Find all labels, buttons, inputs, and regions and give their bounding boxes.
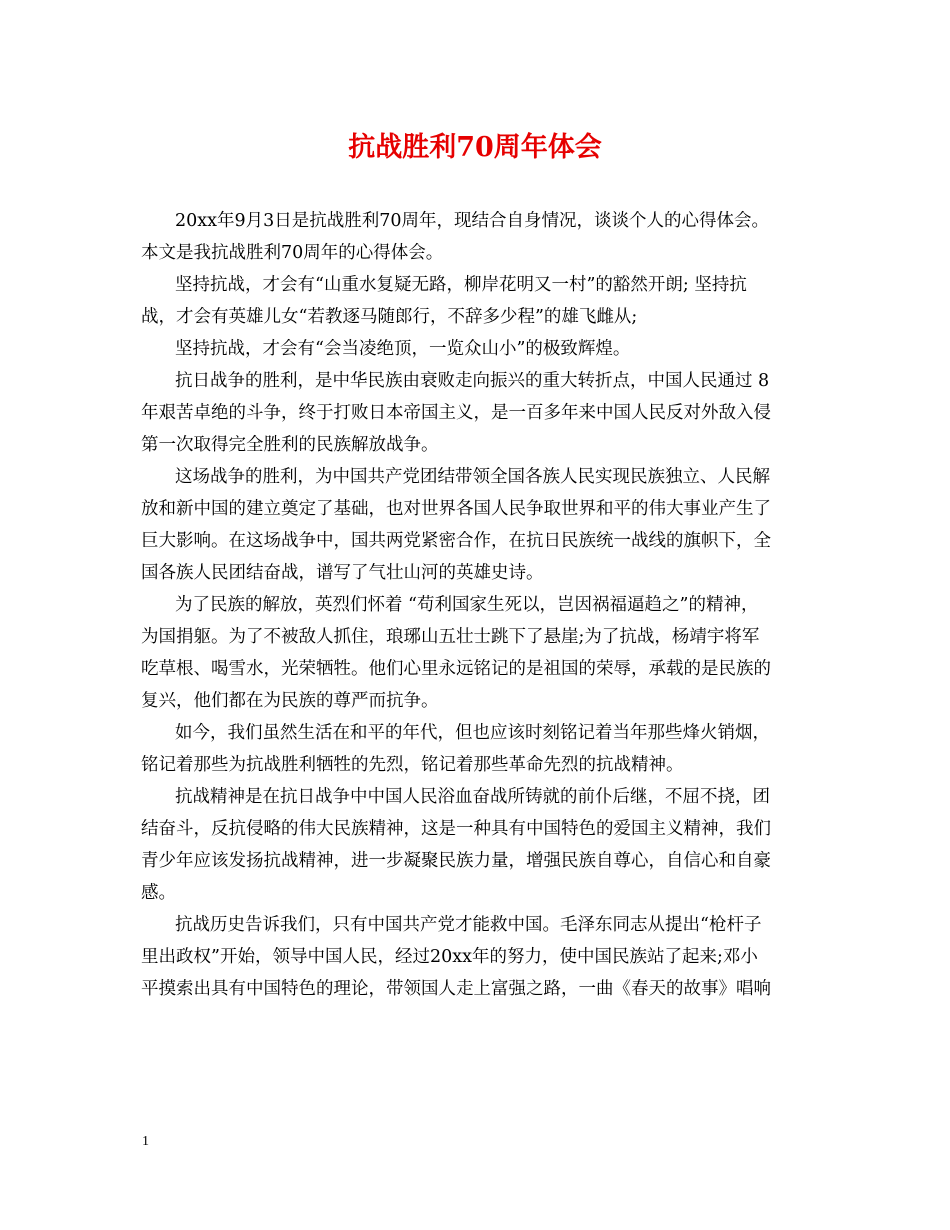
paragraph-line: 平摸索出具有中国特色的理论，带领国人走上富强之路，一曲《春天的故事》唱响 bbox=[141, 979, 771, 999]
paragraph-line: 巨大影响。在这场战争中，国共两党紧密合作，在抗日民族统一战线的旗帜下，全 bbox=[141, 531, 771, 551]
paragraph-line: 年艰苦卓绝的斗争，终于打败日本帝国主义，是一百多年来中国人民反对外敌入侵 bbox=[141, 403, 771, 423]
paragraph-line: 结奋斗，反抗侵略的伟大民族精神，这是一种具有中国特色的爱国主义精神，我们 bbox=[141, 819, 771, 839]
paragraph-line: 国各族人民团结奋战，谱写了气壮山河的英雄史诗。 bbox=[141, 563, 544, 583]
paragraph-line: 坚持抗战，才会有“会当凌绝顶，一览众山小”的极致辉煌。 bbox=[175, 339, 631, 359]
paragraph-line: 铭记着那些为抗战胜利牺牲的先烈，铭记着那些革命先烈的抗战精神。 bbox=[141, 755, 684, 775]
document-title: 抗战胜利70周年体会 bbox=[348, 132, 602, 163]
paragraph-line: 本文是我抗战胜利70周年的心得体会。 bbox=[141, 243, 444, 263]
paragraph-line: 抗战历史告诉我们，只有中国共产党才能救中国。毛泽东同志从提出“枪杆子 bbox=[175, 915, 762, 935]
paragraph-line: 青少年应该发扬抗战精神，进一步凝聚民族力量，增强民族自尊心，自信心和自豪 bbox=[141, 851, 771, 871]
paragraph-line: 抗日战争的胜利，是中华民族由衰败走向振兴的重大转折点，中国人民通过 8 bbox=[175, 371, 770, 391]
paragraph-line: 吃草根、喝雪水，光荣牺牲。他们心里永远铭记的是祖国的荣辱，承载的是民族的 bbox=[141, 659, 771, 679]
paragraph-line: 放和新中国的建立奠定了基础，也对世界各国人民争取世界和平的伟大事业产生了 bbox=[141, 499, 771, 519]
paragraph-line: 为了民族的解放，英烈们怀着 “苟利国家生死以，岂因祸福逼趋之”的精神， bbox=[175, 595, 759, 615]
paragraph-line: 感。 bbox=[141, 883, 176, 903]
paragraph-line: 复兴，他们都在为民族的尊严而抗争。 bbox=[141, 691, 439, 711]
paragraph-line: 为国捐躯。为了不被敌人抓住，琅琊山五壮士跳下了悬崖;为了抗战，杨靖宇将军 bbox=[141, 627, 760, 647]
paragraph-line: 如今，我们虽然生活在和平的年代，但也应该时刻铭记着当年那些烽火销烟， bbox=[175, 723, 770, 743]
document-body bbox=[141, 205, 813, 1005]
paragraph-line: 坚持抗战，才会有“山重水复疑无路，柳岸花明又一村”的豁然开朗; 坚持抗 bbox=[175, 275, 747, 295]
paragraph-line: 20xx年9月3日是抗战胜利70周年，现结合自身情况，谈谈个人的心得体会。 bbox=[175, 211, 770, 231]
page-number: 1 bbox=[142, 1134, 149, 1149]
paragraph-line: 里出政权”开始，领导中国人民，经过20xx年的努力，使中国民族站了起来;邓小 bbox=[141, 947, 758, 967]
paragraph-line: 战，才会有英雄儿女“若教逐马随郎行，不辞多少程”的雄飞雌从; bbox=[141, 307, 638, 327]
paragraph-line: 抗战精神是在抗日战争中中国人民浴血奋战所铸就的前仆后继，不屈不挠，团 bbox=[175, 787, 770, 807]
paragraph-line: 第一次取得完全胜利的民族解放战争。 bbox=[141, 435, 439, 455]
paragraph-line: 这场战争的胜利，为中国共产党团结带领全国各族人民实现民族独立、人民解 bbox=[175, 467, 770, 487]
